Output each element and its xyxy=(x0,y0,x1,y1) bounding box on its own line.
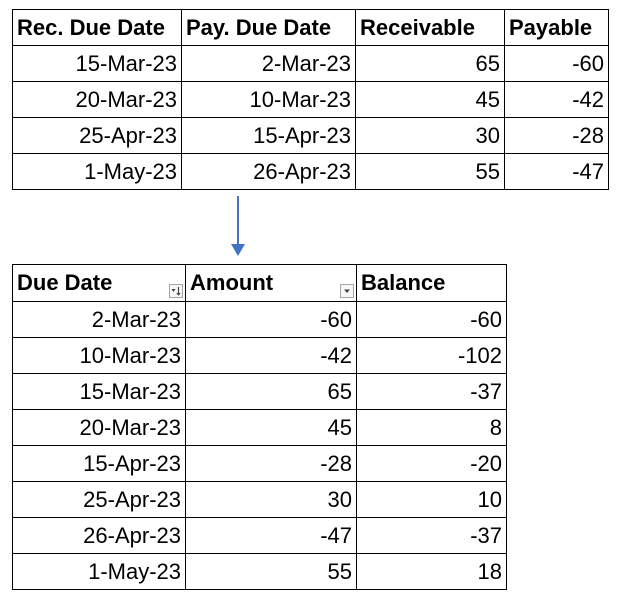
cell-due-date[interactable]: 10-Mar-23 xyxy=(13,338,186,374)
dropdown-filter-icon[interactable] xyxy=(340,284,354,298)
cell-pay-due-date[interactable]: 15-Apr-23 xyxy=(182,118,356,154)
cell-receivable[interactable]: 30 xyxy=(356,118,505,154)
cell-rec-due-date[interactable]: 25-Apr-23 xyxy=(13,118,182,154)
cell-due-date[interactable]: 1-May-23 xyxy=(13,554,186,590)
table-row xyxy=(13,446,507,482)
header-rec-due-date[interactable]: Rec. Due Date xyxy=(13,10,182,46)
cell-balance[interactable]: -60 xyxy=(357,302,507,338)
cell-rec-due-date[interactable]: 15-Mar-23 xyxy=(13,46,182,82)
cell-balance[interactable]: 10 xyxy=(357,482,507,518)
table-row xyxy=(13,118,609,154)
cell-pay-due-date[interactable]: 26-Apr-23 xyxy=(182,154,356,190)
header-payable[interactable]: Payable xyxy=(505,10,609,46)
arrow-down-icon xyxy=(228,196,248,263)
cell-payable[interactable]: -42 xyxy=(505,82,609,118)
sort-filter-icon[interactable] xyxy=(169,284,183,298)
header-receivable[interactable]: Receivable xyxy=(356,10,505,46)
cell-amount[interactable]: 30 xyxy=(186,482,357,518)
header-row xyxy=(13,265,507,302)
table-row xyxy=(13,410,507,446)
cell-due-date[interactable]: 25-Apr-23 xyxy=(13,482,186,518)
header-amount[interactable] xyxy=(186,265,357,302)
table-row xyxy=(13,518,507,554)
header-pay-due-date[interactable]: Pay. Due Date xyxy=(182,10,356,46)
cell-amount[interactable]: -47 xyxy=(186,518,357,554)
cell-balance[interactable]: -37 xyxy=(357,374,507,410)
cell-pay-due-date[interactable]: 10-Mar-23 xyxy=(182,82,356,118)
table-row xyxy=(13,82,609,118)
cell-amount[interactable]: -60 xyxy=(186,302,357,338)
table-row xyxy=(13,374,507,410)
table-row xyxy=(13,302,507,338)
cell-balance[interactable]: -37 xyxy=(357,518,507,554)
cell-balance[interactable]: -102 xyxy=(357,338,507,374)
cell-due-date[interactable]: 2-Mar-23 xyxy=(13,302,186,338)
cell-rec-due-date[interactable]: 20-Mar-23 xyxy=(13,82,182,118)
table-row xyxy=(13,338,507,374)
cell-due-date[interactable]: 15-Apr-23 xyxy=(13,446,186,482)
header-amount-label: Amount xyxy=(190,270,274,295)
cell-due-date[interactable]: 20-Mar-23 xyxy=(13,410,186,446)
cell-payable[interactable]: -28 xyxy=(505,118,609,154)
cell-due-date[interactable]: 15-Mar-23 xyxy=(13,374,186,410)
cell-pay-due-date[interactable]: 2-Mar-23 xyxy=(182,46,356,82)
cell-rec-due-date[interactable]: 1-May-23 xyxy=(13,154,182,190)
cell-due-date[interactable]: 26-Apr-23 xyxy=(13,518,186,554)
cell-balance[interactable]: 8 xyxy=(357,410,507,446)
table-row xyxy=(13,154,609,190)
cell-payable[interactable]: -47 xyxy=(505,154,609,190)
cell-amount[interactable]: 55 xyxy=(186,554,357,590)
cell-amount[interactable]: 45 xyxy=(186,410,357,446)
receivables-payables-table xyxy=(12,9,609,190)
table-row xyxy=(13,554,507,590)
cell-amount[interactable]: -42 xyxy=(186,338,357,374)
cell-payable[interactable]: -60 xyxy=(505,46,609,82)
header-due-date-label: Due Date xyxy=(17,270,113,295)
cell-receivable[interactable]: 45 xyxy=(356,82,505,118)
table-row xyxy=(13,46,609,82)
cell-receivable[interactable]: 55 xyxy=(356,154,505,190)
cell-amount[interactable]: 65 xyxy=(186,374,357,410)
header-balance[interactable]: Balance xyxy=(357,265,507,302)
table-row xyxy=(13,482,507,518)
header-due-date[interactable] xyxy=(13,265,186,302)
header-row xyxy=(13,10,609,46)
cell-receivable[interactable]: 65 xyxy=(356,46,505,82)
cell-balance[interactable]: -20 xyxy=(357,446,507,482)
cell-amount[interactable]: -28 xyxy=(186,446,357,482)
cell-balance[interactable]: 18 xyxy=(357,554,507,590)
balance-table xyxy=(12,264,507,590)
